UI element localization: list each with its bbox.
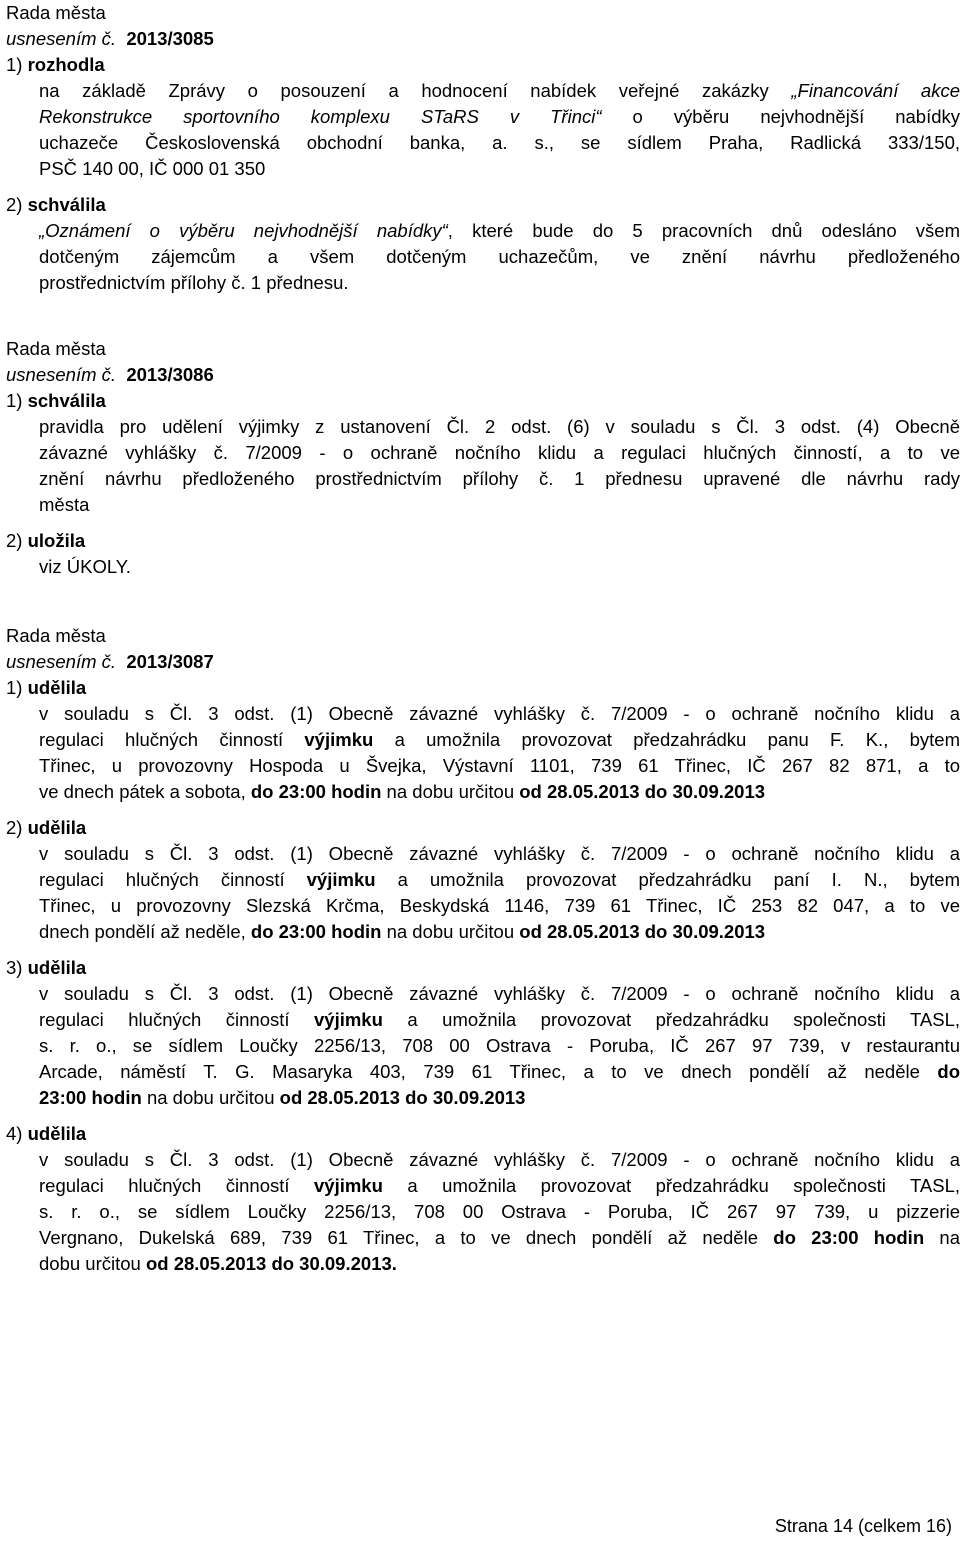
body-line: viz ÚKOLY. (39, 556, 131, 577)
resolution-3085 (0, 0, 960, 296)
item-verb: uložila (27, 530, 86, 551)
item-number: 1) (6, 677, 23, 698)
resolution-heading (6, 362, 960, 388)
item-body (6, 701, 960, 805)
item-verb: udělila (27, 1123, 87, 1144)
body-line: města (39, 494, 90, 515)
item-body (6, 1147, 960, 1277)
item-number: 1) (6, 390, 23, 411)
body-line: regulaci hlučných činností výjimku a umožnila provozovat předzahrádku společnosti TASL, (39, 1175, 960, 1196)
council-label: Rada města (6, 2, 106, 23)
body-line: Arcade, náměstí T. G. Masaryka 403, 739 61 Třinec, a to ve dnech pondělí až neděle do (39, 1061, 960, 1082)
body-line: regulaci hlučných činností výjimku a umožnila provozovat předzahrádku paní I. N., bytem (39, 869, 960, 890)
body-line: Vergnano, Dukelská 689, 739 61 Třinec, a to ve dnech pondělí až neděle do 23:00 hodin na (39, 1227, 960, 1248)
item-heading (6, 52, 960, 78)
item-heading (6, 192, 960, 218)
body-line: na základě Zprávy o posouzení a hodnocení nabídek veřejné zakázky „Financování akce (39, 80, 960, 101)
resolution-number: 2013/3086 (126, 364, 214, 385)
council-label: Rada města (6, 625, 106, 646)
item-body (6, 841, 960, 945)
body-line: pravidla pro udělení výjimky z ustanovení Čl. 2 odst. (6) v souladu s Čl. 3 odst. (4) Obecně (39, 416, 960, 437)
body-line: regulaci hlučných činností výjimku a umožnila provozovat předzahrádku společnosti TASL, (39, 1009, 960, 1030)
body-line: PSČ 140 00, IČ 000 01 350 (39, 158, 266, 179)
body-line: dotčeným zájemcům a všem dotčeným uchazečům, ve znění návrhu předloženého (39, 246, 960, 267)
body-line: Rekonstrukce sportovního komplexu STaRS v Třinci“ o výběru nejvhodnější nabídky (39, 106, 960, 127)
body-line: 23:00 hodin na dobu určitou od 28.05.2013 do 30.09.2013 (39, 1087, 526, 1108)
page-number: Strana 14 (celkem 16) (774, 1516, 952, 1536)
item-verb: rozhodla (27, 54, 105, 75)
item-verb: udělila (27, 677, 87, 698)
body-line: Třinec, u provozovny Hospoda u Švejka, Výstavní 1101, 739 61 Třinec, IČ 267 82 871, a to (39, 755, 960, 776)
item-body (6, 554, 960, 580)
item-number: 4) (6, 1123, 23, 1144)
item-heading (6, 528, 960, 554)
item-verb: udělila (27, 957, 87, 978)
body-line: závazné vyhlášky č. 7/2009 - o ochraně nočního klidu a regulaci hlučných činností, a to ve (39, 442, 960, 463)
body-line: v souladu s Čl. 3 odst. (1) Obecně závazné vyhlášky č. 7/2009 - o ochraně nočního klidu a (39, 703, 960, 724)
item-verb: schválila (27, 390, 106, 411)
body-line: regulaci hlučných činností výjimku a umožnila provozovat předzahrádku panu F. K., bytem (39, 729, 960, 750)
body-line: ve dnech pátek a sobota, do 23:00 hodin na dobu určitou od 28.05.2013 do 30.09.2013 (39, 781, 766, 802)
resolution-label: usnesením č. (6, 28, 117, 49)
resolution-label: usnesením č. (6, 651, 117, 672)
item-heading (6, 955, 960, 981)
item-verb: schválila (27, 194, 106, 215)
body-line: uchazeče Československá obchodní banka, a. s., se sídlem Praha, Radlická 333/150, (39, 132, 960, 153)
resolution-3087 (0, 623, 960, 1277)
item-number: 2) (6, 530, 23, 551)
item-number: 3) (6, 957, 23, 978)
resolution-heading (6, 649, 960, 675)
item-number: 1) (6, 54, 23, 75)
body-line: „Oznámení o výběru nejvhodnější nabídky“, které bude do 5 pracovních dnů odesláno všem (39, 220, 960, 241)
resolution-number: 2013/3085 (126, 28, 214, 49)
body-line: s. r. o., se sídlem Loučky 2256/13, 708 00 Ostrava - Poruba, IČ 267 97 739, v restaurantu (39, 1035, 960, 1056)
item-heading (6, 1121, 960, 1147)
item-heading (6, 675, 960, 701)
council-label: Rada města (6, 338, 106, 359)
body-line: prostřednictvím přílohy č. 1 přednesu. (39, 272, 349, 293)
body-line: s. r. o., se sídlem Loučky 2256/13, 708 00 Ostrava - Poruba, IČ 267 97 739, u pizzerie (39, 1201, 960, 1222)
item-body (6, 78, 960, 182)
body-line: v souladu s Čl. 3 odst. (1) Obecně závazné vyhlášky č. 7/2009 - o ochraně nočního klidu a (39, 1149, 960, 1170)
item-verb: udělila (27, 817, 87, 838)
item-body (6, 414, 960, 518)
item-body (6, 218, 960, 296)
item-number: 2) (6, 194, 23, 215)
body-line: dnech pondělí až neděle, do 23:00 hodin na dobu určitou od 28.05.2013 do 30.09.2013 (39, 921, 766, 942)
resolution-3086 (0, 336, 960, 580)
body-line: v souladu s Čl. 3 odst. (1) Obecně závazné vyhlášky č. 7/2009 - o ochraně nočního klidu a (39, 983, 960, 1004)
body-line: Třinec, u provozovny Slezská Krčma, Beskydská 1146, 739 61 Třinec, IČ 253 82 047, a to ve (39, 895, 960, 916)
item-heading (6, 815, 960, 841)
resolution-heading (6, 26, 960, 52)
item-number: 2) (6, 817, 23, 838)
resolution-label: usnesením č. (6, 364, 117, 385)
body-line: v souladu s Čl. 3 odst. (1) Obecně závazné vyhlášky č. 7/2009 - o ochraně nočního klidu a (39, 843, 960, 864)
body-line: dobu určitou od 28.05.2013 do 30.09.2013. (39, 1253, 397, 1274)
item-heading (6, 388, 960, 414)
resolution-number: 2013/3087 (126, 651, 214, 672)
body-line: znění návrhu předloženého prostřednictvím přílohy č. 1 přednesu upravené dle návrhu rady (39, 468, 960, 489)
item-body (6, 981, 960, 1111)
